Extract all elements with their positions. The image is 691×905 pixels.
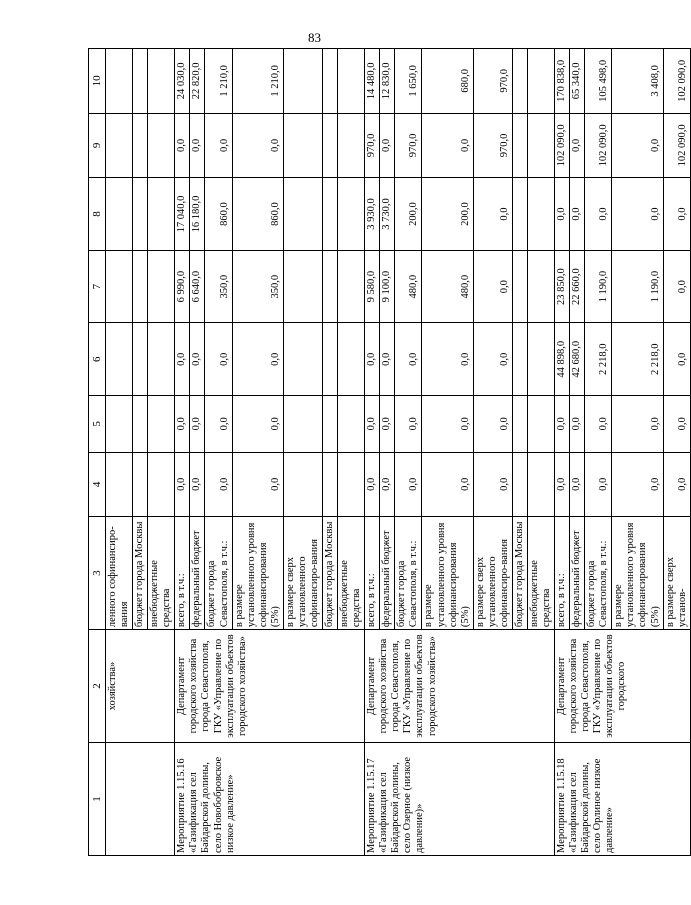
value-cell: 0,0 <box>612 178 663 251</box>
value-cell <box>323 113 338 178</box>
col-header: 6 <box>89 323 106 396</box>
value-cell: 3 930,0 <box>365 178 380 251</box>
value-cell <box>512 178 527 251</box>
value-cell: 0,0 <box>612 396 663 452</box>
value-cell: 6 990,0 <box>175 250 190 323</box>
value-cell: 1 210,0 <box>205 49 232 114</box>
value-cell: 12 830,0 <box>380 49 395 114</box>
funding-source: бюджет города Москвы <box>323 517 338 630</box>
value-cell: 0,0 <box>612 113 663 178</box>
value-cell <box>148 178 175 251</box>
value-cell <box>148 323 175 396</box>
value-cell <box>283 113 322 178</box>
value-cell: 0,0 <box>175 323 190 396</box>
funding-source: бюджет города Севастополя, в т.ч.: <box>395 517 422 630</box>
value-cell: 350,0 <box>232 250 283 323</box>
value-cell: 0,0 <box>473 323 512 396</box>
value-cell: 0,0 <box>555 452 570 517</box>
value-cell: 350,0 <box>205 250 232 323</box>
value-cell: 0,0 <box>663 452 690 517</box>
value-cell <box>106 49 133 114</box>
funding-source: в размере сверх установленного софинансиро-вания <box>283 517 322 630</box>
value-cell <box>527 452 554 517</box>
value-cell: 1 190,0 <box>612 250 663 323</box>
value-cell: 0,0 <box>232 396 283 452</box>
measure-name: Мероприятие 1.15.17 «Газификация сел Байдарской долины, село Озерное (низкое давление)» <box>365 743 555 856</box>
value-cell: 0,0 <box>175 396 190 452</box>
value-cell <box>133 178 148 251</box>
responsible-cell: Департамент городского хозяйства города Севастополя, ГКУ «Управление по эксплуатации объектов городского хозяйства» <box>365 630 555 743</box>
value-cell: 22 660,0 <box>570 250 585 323</box>
value-cell: 0,0 <box>473 396 512 452</box>
value-cell: 0,0 <box>380 323 395 396</box>
value-cell: 102 090,0 <box>555 113 570 178</box>
value-cell <box>106 250 133 323</box>
value-cell: 0,0 <box>473 452 512 517</box>
value-cell <box>338 452 365 517</box>
value-cell: 0,0 <box>205 323 232 396</box>
value-cell: 1 190,0 <box>585 250 612 323</box>
value-cell: 9 100,0 <box>380 250 395 323</box>
value-cell <box>283 452 322 517</box>
value-cell <box>323 178 338 251</box>
funding-source: всего, в т.ч.: <box>365 517 380 630</box>
value-cell: 6 640,0 <box>190 250 205 323</box>
value-cell: 0,0 <box>190 396 205 452</box>
value-cell: 0,0 <box>570 452 585 517</box>
funding-source: бюджет города Москвы <box>133 517 148 630</box>
value-cell <box>106 452 133 517</box>
value-cell: 480,0 <box>395 250 422 323</box>
value-cell: 14 480,0 <box>365 49 380 114</box>
value-cell: 0,0 <box>205 452 232 517</box>
funding-source: бюджет города Москвы <box>512 517 527 630</box>
col-header: 4 <box>89 452 106 517</box>
value-cell <box>338 113 365 178</box>
value-cell <box>148 396 175 452</box>
value-cell: 860,0 <box>205 178 232 251</box>
responsible-cell: Департамент городского хозяйства города Севастополя, ГКУ «Управление по эксплуатации объектов городского <box>555 630 691 743</box>
value-cell: 1 210,0 <box>232 49 283 114</box>
value-cell: 3 408,0 <box>612 49 663 114</box>
value-cell <box>527 178 554 251</box>
value-cell: 0,0 <box>585 178 612 251</box>
value-cell: 65 340,0 <box>570 49 585 114</box>
col-header: 1 <box>89 743 106 856</box>
value-cell: 0,0 <box>175 113 190 178</box>
funding-source: федеральный бюджет <box>380 517 395 630</box>
value-cell: 480,0 <box>422 250 473 323</box>
value-cell: 23 850,0 <box>555 250 570 323</box>
value-cell <box>283 178 322 251</box>
col-header: 9 <box>89 113 106 178</box>
value-cell <box>323 452 338 517</box>
value-cell: 0,0 <box>190 452 205 517</box>
value-cell: 0,0 <box>422 113 473 178</box>
budget-table <box>88 48 691 856</box>
value-cell <box>148 250 175 323</box>
table-body <box>106 49 691 856</box>
value-cell <box>148 49 175 114</box>
value-cell: 0,0 <box>570 178 585 251</box>
value-cell: 0,0 <box>190 323 205 396</box>
value-cell: 0,0 <box>380 113 395 178</box>
value-cell <box>283 323 322 396</box>
value-cell: 0,0 <box>395 323 422 396</box>
value-cell <box>283 396 322 452</box>
value-cell: 970,0 <box>473 49 512 114</box>
value-cell: 0,0 <box>585 452 612 517</box>
value-cell: 1 650,0 <box>395 49 422 114</box>
value-cell <box>512 49 527 114</box>
value-cell <box>338 323 365 396</box>
table-row <box>365 49 380 856</box>
value-cell: 0,0 <box>380 452 395 517</box>
funding-source: федеральный бюджет <box>570 517 585 630</box>
funding-source: внебюджетные средства <box>148 517 175 630</box>
rotated-table-container <box>88 48 688 856</box>
page-number: 83 <box>308 30 321 45</box>
value-cell: 0,0 <box>232 452 283 517</box>
value-cell: 0,0 <box>365 452 380 517</box>
table-row <box>106 49 133 856</box>
value-cell <box>527 323 554 396</box>
value-cell <box>148 452 175 517</box>
value-cell: 970,0 <box>473 113 512 178</box>
value-cell <box>106 178 133 251</box>
value-cell <box>512 396 527 452</box>
value-cell: 0,0 <box>663 323 690 396</box>
value-cell: 0,0 <box>380 396 395 452</box>
measure-name-cell <box>106 743 175 856</box>
value-cell <box>527 250 554 323</box>
value-cell: 970,0 <box>395 113 422 178</box>
col-header: 2 <box>89 630 106 743</box>
value-cell: 44 898,0 <box>555 323 570 396</box>
value-cell: 0,0 <box>585 396 612 452</box>
value-cell <box>527 113 554 178</box>
value-cell: 9 580,0 <box>365 250 380 323</box>
table-row <box>555 49 570 856</box>
value-cell <box>527 49 554 114</box>
funding-source: в размере установленного уровня софинансирования (5%) <box>612 517 663 630</box>
value-cell <box>323 49 338 114</box>
value-cell <box>133 323 148 396</box>
funding-source: всего, в т.ч.: <box>555 517 570 630</box>
value-cell: 42 680,0 <box>570 323 585 396</box>
value-cell: 0,0 <box>205 113 232 178</box>
responsible-cell: Департамент городского хозяйства города Севастополя, ГКУ «Управление по эксплуатации объектов городского хозяйства» <box>175 630 365 743</box>
value-cell: 0,0 <box>365 396 380 452</box>
responsible-cell: хозяйства» <box>106 630 175 743</box>
value-cell: 970,0 <box>365 113 380 178</box>
value-cell <box>512 323 527 396</box>
value-cell: 0,0 <box>555 396 570 452</box>
value-cell: 0,0 <box>570 113 585 178</box>
value-cell: 0,0 <box>232 113 283 178</box>
value-cell <box>133 113 148 178</box>
col-header: 8 <box>89 178 106 251</box>
funding-source: в размере сверх установленного софинансиро-вания <box>473 517 512 630</box>
value-cell: 0,0 <box>612 452 663 517</box>
value-cell: 105 498,0 <box>585 49 612 114</box>
funding-source: в размере установленного уровня софинансирования (5%) <box>232 517 283 630</box>
value-cell <box>527 396 554 452</box>
funding-source: бюджет города Севастополя, в т.ч.: <box>585 517 612 630</box>
value-cell: 0,0 <box>663 396 690 452</box>
value-cell: 860,0 <box>232 178 283 251</box>
value-cell <box>106 323 133 396</box>
value-cell <box>133 452 148 517</box>
value-cell: 170 838,0 <box>555 49 570 114</box>
value-cell: 0,0 <box>422 323 473 396</box>
value-cell <box>338 49 365 114</box>
funding-source: в размере установленного уровня софинансирования (5%) <box>422 517 473 630</box>
value-cell <box>338 396 365 452</box>
value-cell: 0,0 <box>663 178 690 251</box>
header-row <box>89 49 106 856</box>
value-cell: 0,0 <box>422 396 473 452</box>
funding-source: ленного софинансиро-вания <box>106 517 133 630</box>
value-cell: 0,0 <box>395 396 422 452</box>
value-cell <box>283 49 322 114</box>
value-cell <box>338 250 365 323</box>
value-cell: 24 030,0 <box>175 49 190 114</box>
value-cell <box>323 323 338 396</box>
value-cell: 200,0 <box>422 178 473 251</box>
value-cell <box>512 250 527 323</box>
value-cell: 0,0 <box>365 323 380 396</box>
col-header: 7 <box>89 250 106 323</box>
value-cell <box>283 250 322 323</box>
funding-source: федеральный бюджет <box>190 517 205 630</box>
value-cell: 3 730,0 <box>380 178 395 251</box>
value-cell <box>106 396 133 452</box>
value-cell: 102 090,0 <box>663 113 690 178</box>
value-cell <box>133 396 148 452</box>
value-cell: 102 090,0 <box>585 113 612 178</box>
funding-source: бюджет города Севастополя, в т.ч.: <box>205 517 232 630</box>
value-cell <box>338 178 365 251</box>
value-cell: 17 040,0 <box>175 178 190 251</box>
table-row <box>175 49 190 856</box>
value-cell: 0,0 <box>422 452 473 517</box>
value-cell: 0,0 <box>555 178 570 251</box>
value-cell: 200,0 <box>395 178 422 251</box>
measure-name: Мероприятие 1.15.16 «Газификация сел Байдарской долины, село Новобобровское низкое давление» <box>175 743 365 856</box>
col-header: 5 <box>89 396 106 452</box>
value-cell: 680,0 <box>422 49 473 114</box>
col-header: 3 <box>89 517 106 630</box>
value-cell <box>512 452 527 517</box>
funding-source: всего, в т.ч.: <box>175 517 190 630</box>
value-cell: 16 180,0 <box>190 178 205 251</box>
value-cell <box>106 113 133 178</box>
value-cell: 0,0 <box>395 452 422 517</box>
value-cell: 22 820,0 <box>190 49 205 114</box>
value-cell <box>133 49 148 114</box>
value-cell <box>148 113 175 178</box>
value-cell: 2 218,0 <box>612 323 663 396</box>
funding-source: внебюджетные средства <box>338 517 365 630</box>
col-header: 10 <box>89 49 106 114</box>
value-cell <box>512 113 527 178</box>
value-cell: 0,0 <box>473 178 512 251</box>
value-cell: 0,0 <box>175 452 190 517</box>
value-cell <box>323 396 338 452</box>
value-cell: 0,0 <box>232 323 283 396</box>
value-cell: 0,0 <box>205 396 232 452</box>
value-cell <box>133 250 148 323</box>
value-cell: 0,0 <box>473 250 512 323</box>
value-cell <box>323 250 338 323</box>
value-cell: 0,0 <box>570 396 585 452</box>
measure-name: Мероприятие 1.15.18 «Газификация сел Байдарской долины, село Орлиное низкое давление» <box>555 743 691 856</box>
funding-source: в размере сверх установ- <box>663 517 690 630</box>
value-cell: 102 090,0 <box>663 49 690 114</box>
funding-source: внебюджетные средства <box>527 517 554 630</box>
value-cell: 0,0 <box>190 113 205 178</box>
value-cell: 2 218,0 <box>585 323 612 396</box>
value-cell: 0,0 <box>663 250 690 323</box>
